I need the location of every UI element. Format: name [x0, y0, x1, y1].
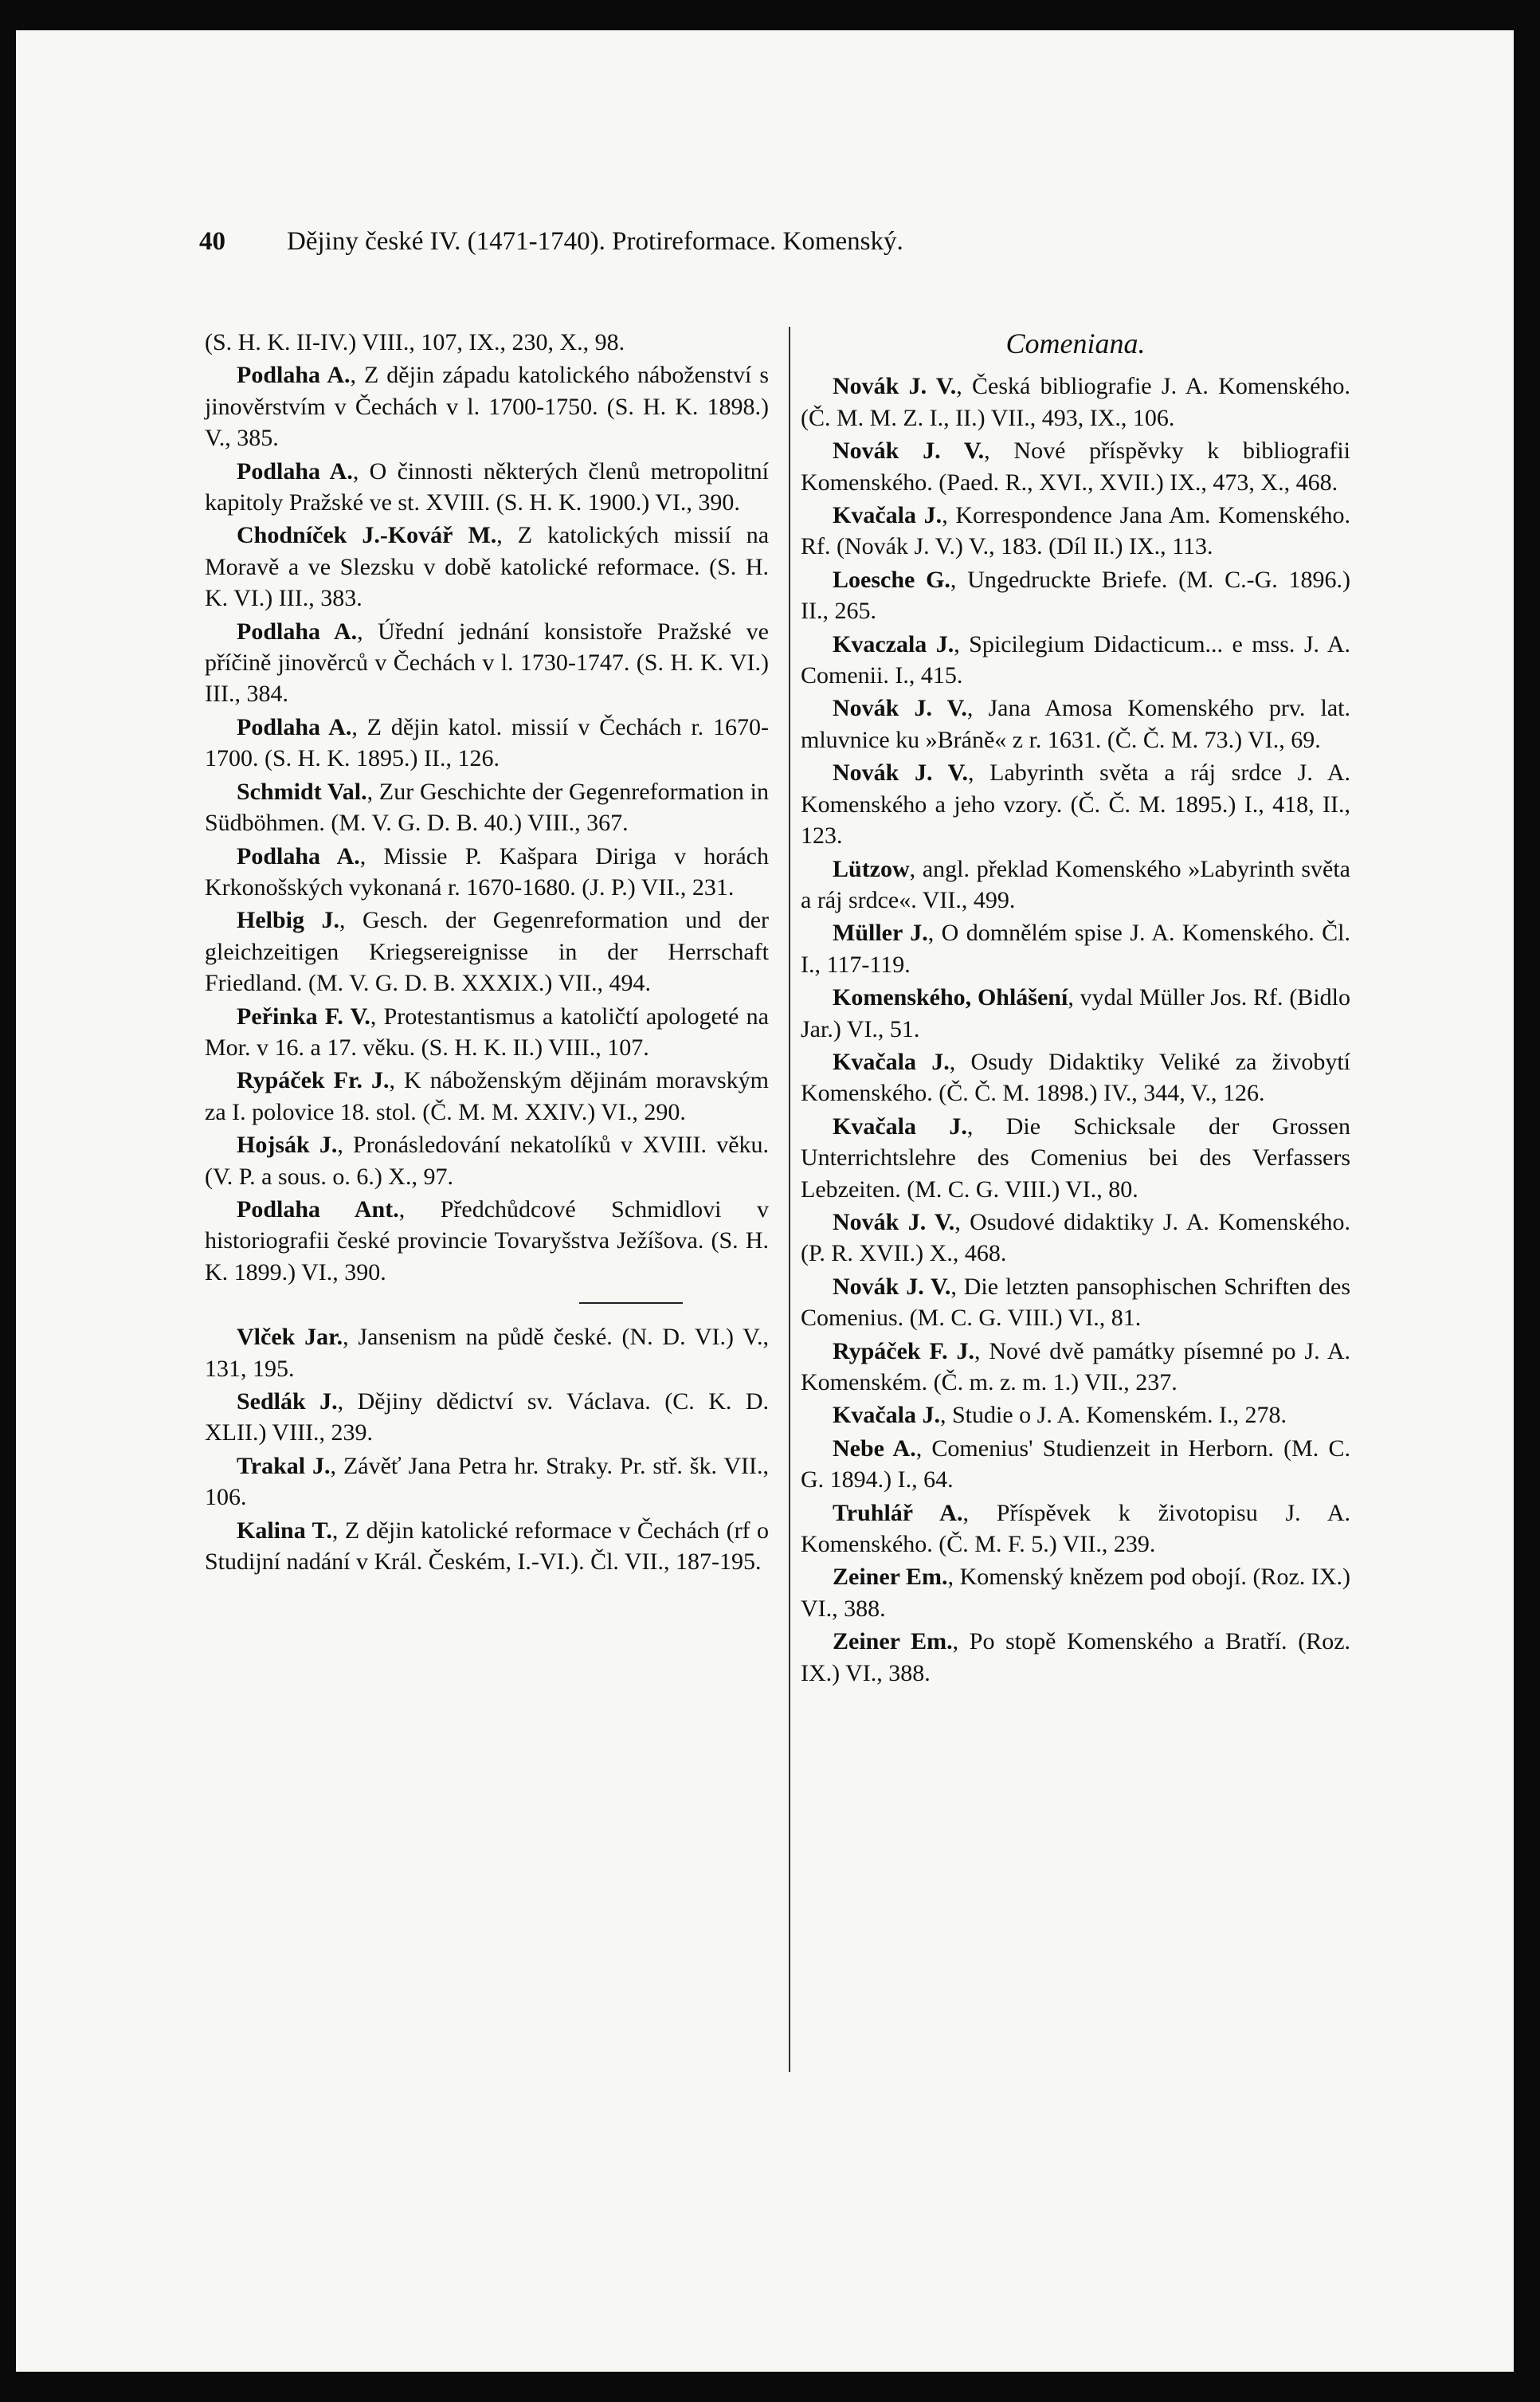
entry-text: , Korrespondence Jana Am. Komenského. Rf. (Novák J. V.) V., 183. (Díl II.) IX., 113.: [801, 502, 1350, 560]
entry-text: , O činnosti některých členů metropolitní kapitoly Pražské ve st. XVIII. (S. H. K. 1900.) VI., 390.: [205, 457, 769, 516]
bibliography-entry: [205, 712, 769, 775]
entry-author: Novák J. V.: [833, 1208, 955, 1235]
bibliography-entry: [801, 1497, 1350, 1560]
bibliography-entry: [801, 1399, 1350, 1431]
entry-text: , Závěť Jana Petra hr. Straky. Pr. stř. šk. VII., 106.: [205, 1452, 770, 1511]
bibliography-entry: [205, 1450, 769, 1513]
entry-text: , Ungedruckte Briefe. (M. C.-G. 1896.) II., 265.: [801, 566, 1350, 625]
entry-text: , Z katolických missií na Moravě a ve Slezsku v době katolické reformace. (S. H. K. VI.) III., 383.: [205, 522, 770, 612]
entry-author: Trakal J.: [237, 1452, 331, 1479]
entry-text: , Nové dvě památky písemné po J. A. Komenském. (Č. m. z. m. 1.) VII., 237.: [801, 1337, 1350, 1395]
entry-text: , Die letzten pansophischen Schriften des Comenius. (M. C. G. VIII.) VI., 81.: [801, 1273, 1351, 1332]
entry-author: Kvačala J.: [833, 502, 942, 529]
bibliography-entry: [205, 616, 769, 710]
bibliography-entry: [205, 456, 769, 519]
bibliography-entry: [801, 1561, 1350, 1624]
entry-author: Podlaha A.: [237, 618, 358, 645]
entry-author: Kvačala J.: [833, 1402, 940, 1429]
bibliography-entry: [801, 1046, 1350, 1109]
bibliography-entry: [801, 982, 1350, 1045]
entry-text: , vydal Müller Jos. Rf. (Bidlo Jar.) VI., 51.: [801, 984, 1350, 1042]
entry-author: Podlaha Ant.: [237, 1195, 399, 1223]
entry-author: Komenského, Ohlášení: [833, 984, 1068, 1011]
entry-author: Helbig J.: [237, 907, 340, 934]
entry-author: Kvaczala J.: [833, 630, 954, 657]
entry-text: , Missie P. Kašpara Diriga v horách Krkonošských vykonaná r. 1670-1680. (J. P.) VII., 231.: [205, 842, 769, 901]
entry-text: , Nové příspěvky k bibliografii Komenského. (Paed. R., XVI., XVII.) IX., 473, X., 468.: [801, 438, 1350, 496]
bibliography-entry: [205, 905, 769, 999]
entry-author: Hojsák J.: [237, 1132, 338, 1159]
bibliography-entry: [801, 1433, 1350, 1496]
entry-text: , Spicilegium Didacticum... e mss. J. A. Comenii. I., 415.: [801, 630, 1350, 689]
bibliography-entry: [801, 917, 1350, 980]
page-number: 40: [199, 227, 225, 256]
bibliography-entry: [205, 776, 769, 839]
entry-text: , Zur Geschichte der Gegenreformation in Südböhmen. (M. V. G. D. B. 40.) VIII., 367.: [205, 778, 769, 837]
entry-text: , Gesch. der Gegenreformation und der gleichzeitigen Kriegsereignisse in der Herrschaft Friedland. (M. V. G. D. B. XXXIX.) VII., 494.: [205, 907, 769, 997]
page-header: [199, 227, 1283, 257]
bibliography-entry: [205, 841, 769, 904]
bibliography-entry: [801, 1626, 1350, 1689]
entry-text: , Z dějin katolické reformace v Čechách (rf o Studijní nadání v Král. Českém, I.-VI.). Čl. VII., 187-195.: [205, 1517, 769, 1576]
entry-author: Loesche G.: [833, 566, 950, 593]
bibliography-entry: [801, 435, 1350, 498]
bibliography-entry: [205, 1001, 769, 1064]
entry-text: , Pronásledování nekatolíků v XVIII. věku. (V. P. a sous. o. 6.) X., 97.: [205, 1132, 770, 1190]
entry-author: Chodníček J.-Kovář M.: [237, 522, 497, 549]
section-separator: [579, 1302, 683, 1304]
entry-text: , angl. překlad Komenského »Labyrinth světa a ráj srdce«. VII., 499.: [801, 855, 1350, 913]
entry-author: Rypáček Fr. J.: [237, 1067, 390, 1094]
bibliography-entry: [801, 1336, 1350, 1399]
bibliography-entry: [205, 1386, 769, 1449]
entry-text: , Labyrinth světa a ráj srdce J. A. Komenského a jeho vzory. (Č. Č. M. 1895.) I., 418, II., 123.: [801, 759, 1350, 850]
entry-text: , Úřední jednání konsistoře Pražské ve příčině jinověrců v Čechách v l. 1730-1747. (S. H. K. VI.) III., 384.: [205, 618, 769, 708]
bibliography-entry: [801, 629, 1350, 692]
bibliography-entry: [205, 1515, 769, 1578]
entry-author: Kalina T.: [237, 1517, 332, 1544]
entry-text: , Jana Amosa Komenského prv. lat. mluvnice ku »Bráně« z r. 1631. (Č. Č. M. 73.) VI., 69.: [801, 695, 1350, 753]
entry-author: Kvačala J.: [833, 1048, 950, 1075]
entry-author: Peřinka F. V.: [237, 1003, 370, 1030]
entry-author: Sedlák J.: [237, 1388, 338, 1415]
entry-text: , Die Schicksale der Grossen Unterrichtslehre des Comenius bei des Verfassers Lebzeiten. (M. C. G. VIII.) VI., 80.: [801, 1113, 1350, 1203]
bibliography-entry: [205, 520, 769, 614]
bibliography-entry: [205, 327, 769, 358]
entry-author: Nebe A.: [833, 1435, 916, 1462]
entry-author: Novák J. V.: [833, 438, 985, 465]
entry-text: , Jansenism na půdě české. (N. D. VI.) V., 131, 195.: [205, 1324, 769, 1382]
entry-author: Podlaha A.: [237, 842, 360, 869]
entry-author: Vlček Jar.: [237, 1324, 343, 1351]
entry-text: (S. H. K. II-IV.) VIII., 107, IX., 230, X., 98.: [205, 329, 625, 355]
entry-text: , Studie o J. A. Komenském. I., 278.: [940, 1402, 1287, 1429]
left-column: [205, 327, 769, 1579]
entry-author: Truhlář A.: [833, 1499, 963, 1526]
entry-author: Zeiner Em.: [833, 1628, 953, 1655]
entry-author: Novák J. V.: [833, 373, 957, 400]
bibliography-entry: [801, 371, 1350, 434]
entry-text: , Osudové didaktiky J. A. Komenského. (P. R. XVII.) X., 468.: [801, 1208, 1351, 1267]
entry-text: , O domnělém spise J. A. Komenského. Čl. I., 117-119.: [801, 920, 1350, 978]
entry-text: , Comenius' Studienzeit in Herborn. (M. C. G. 1894.) I., 64.: [801, 1435, 1350, 1493]
bibliography-entry: [205, 359, 769, 453]
entry-text: , Česká bibliografie J. A. Komenského. (Č. M. M. Z. I., II.) VII., 493, IX., 106.: [801, 373, 1350, 431]
bibliography-entry: [801, 500, 1350, 563]
entry-text: , Příspěvek k životopisu J. A. Komenského. (Č. M. F. 5.) VII., 239.: [801, 1499, 1350, 1558]
entry-author: Podlaha A.: [237, 457, 353, 485]
bibliography-entry: [801, 1207, 1350, 1270]
bibliography-entry: [801, 1111, 1350, 1205]
entry-author: Podlaha A.: [237, 713, 352, 740]
entry-author: Novák J. V.: [833, 1273, 951, 1300]
running-title: Dějiny české IV. (1471-1740). Protireformace. Komenský.: [287, 227, 903, 256]
entry-author: Novák J. V.: [833, 759, 968, 787]
entry-author: Novák J. V.: [833, 695, 967, 722]
entry-author: Podlaha A.: [237, 362, 351, 389]
right-column: [801, 327, 1350, 1690]
bibliography-entry: [801, 564, 1350, 627]
entry-text: , Předchůdcové Schmidlovi v historiografii české provincie Tovaryšstva Ježíšova. (S. H. K. 1899.) VI., 390.: [205, 1195, 769, 1285]
entry-text: , Komenský knězem pod obojí. (Roz. IX.) VI., 388.: [801, 1564, 1350, 1622]
entry-author: Müller J.: [833, 920, 928, 947]
bibliography-entry: [801, 757, 1350, 851]
entry-text: , Z dějin západu katolického náboženství s jinověrstvím v Čechách v l. 1700-1750. (S. H. K. 1898.) V., 385.: [205, 362, 769, 452]
entry-text: , Osudy Didaktiky Veliké za živobytí Komenského. (Č. Č. M. 1898.) IV., 344, V., 126.: [801, 1048, 1350, 1107]
bibliography-entry: [801, 854, 1350, 916]
entry-text: , Protestantismus a katoličtí apologeté na Mor. v 16. a 17. věku. (S. H. K. II.) VIII., 107.: [205, 1003, 769, 1061]
entry-text: , Z dějin katol. missií v Čechách r. 1670-1700. (S. H. K. 1895.) II., 126.: [205, 713, 769, 772]
bibliography-entry: [801, 1271, 1350, 1334]
entry-text: , Po stopě Komenského a Bratří. (Roz. IX.) VI., 388.: [801, 1628, 1351, 1686]
bibliography-entry: [801, 693, 1350, 756]
bibliography-entry: [205, 1321, 769, 1384]
bibliography-entry: [205, 1129, 769, 1192]
entry-text: , K náboženským dějinám moravským za I. polovice 18. stol. (Č. M. M. XXIV.) VI., 290.: [205, 1067, 769, 1125]
column-divider: [789, 327, 790, 2072]
entry-author: Kvačala J.: [833, 1113, 967, 1140]
entry-text: , Dějiny dědictví sv. Václava. (C. K. D. XLII.) VIII., 239.: [205, 1388, 769, 1446]
bibliography-entry: [205, 1065, 769, 1128]
entry-author: Lützow: [833, 855, 910, 882]
entry-author: Schmidt Val.: [237, 778, 367, 805]
section-title: Comeniana.: [1005, 328, 1146, 359]
bibliography-entry: [205, 1194, 769, 1288]
entry-author: Zeiner Em.: [833, 1564, 948, 1591]
entry-author: Rypáček F. J.: [833, 1337, 974, 1364]
